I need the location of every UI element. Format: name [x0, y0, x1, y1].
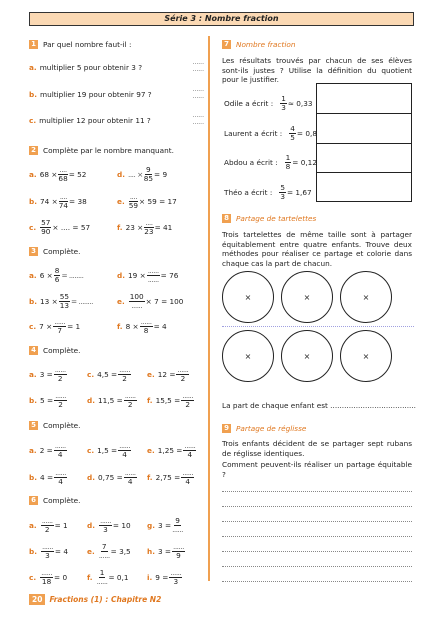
exercise-2-item-c: c. $\frac{57}{90}$ × .... = 57	[29, 218, 91, 236]
tart-circle[interactable]: ×	[222, 330, 274, 382]
exercise-2-item-a: a. 68 × $\frac{....}{68}$ = 52	[29, 165, 87, 183]
exercise-number: 1	[29, 40, 38, 49]
exercise-2-item-f: f. 23 × $\frac{....}{23}$ = 41	[117, 218, 173, 236]
exercise-5-item: e. 1,25 = $\frac{......}{4}$	[147, 441, 196, 459]
exercise-4-item: f. 15,5 = $\frac{......}{2}$	[147, 391, 194, 409]
item-label: b.	[29, 90, 37, 99]
exercise-6-item: e. $\frac{7}{......}$ = 3,5	[87, 542, 131, 560]
exercise-6-heading	[29, 496, 81, 505]
exercise-title: Par quel nombre faut-il :	[43, 40, 132, 49]
item-text: multiplier 12 pour obtenir 11 ?	[39, 116, 151, 125]
tart-circle[interactable]: ×	[281, 330, 333, 382]
exercise-7-heading	[222, 40, 296, 49]
exercise-4-item: d. 11,5 = $\frac{......}{2}$	[87, 391, 136, 409]
exercise-5-heading	[29, 421, 81, 430]
exercise-5-item: b. 4 = $\frac{......}{4}$	[29, 468, 66, 486]
exercise-number: 2	[29, 146, 38, 155]
exercise-number: 3	[29, 247, 38, 256]
exercise-8-text: Trois tartelettes de même taille sont à partager équitablement entre quatre enfants. Trouve deux méthodes pour réaliser ce partage et colorie dans chaque cas la part de chacun.	[222, 230, 412, 268]
chapter-label: Fractions (1) : Chapitre N2	[49, 595, 162, 604]
exercise-3-item-c: c. 7 × $\frac{......}{7}$ = 1	[29, 317, 81, 335]
exercise-9-question: Comment peuvent-ils réaliser un partage équitable ?	[222, 460, 412, 479]
exercise-3-item-e: e. $\frac{100}{......}$ × 7 = 100	[117, 292, 184, 310]
exercise-2-item-e: e. $\frac{....}{59}$ × 59 = 17	[117, 192, 177, 210]
exercise-4-heading	[29, 346, 81, 355]
exercise-3-item-f: f. 8 × $\frac{......}{8}$ = 4	[117, 317, 167, 335]
exercise-4-item: c. 4,5 = $\frac{......}{2}$	[87, 365, 131, 383]
student-row: Abdou a écrit : $\frac{1}{8}$ = 0,12	[224, 153, 317, 171]
exercise-title: Complète par le nombre manquant.	[43, 146, 174, 155]
exercise-2-heading	[29, 146, 174, 155]
exercise-2-item-b: b. 74 × $\frac{....}{74}$ = 38	[29, 192, 87, 210]
item-text: multiplier 19 pour obtenir 97 ?	[40, 90, 152, 99]
exercise-6-item: h. 3 = $\frac{......}{9}$	[147, 542, 184, 560]
answer-line[interactable]	[222, 551, 412, 552]
exercise-number: 6	[29, 496, 38, 505]
page-footer	[29, 594, 161, 605]
exercise-5-item: c. 1,5 = $\frac{......}{4}$	[87, 441, 131, 459]
exercise-8-answer[interactable]: La part de chaque enfant est .....................................	[222, 401, 417, 410]
answer-blank[interactable]: ...... ......	[192, 112, 204, 126]
student-row: Laurent a écrit : $\frac{4}{5}$ = 0,8	[224, 124, 317, 142]
exercise-5-item: a. 2 = $\frac{......}{4}$	[29, 441, 66, 459]
exercise-title: Complète.	[43, 421, 81, 430]
tart-circle[interactable]: ×	[281, 271, 333, 323]
exercise-8-heading	[222, 214, 316, 223]
tart-circle[interactable]: ×	[222, 271, 274, 323]
answer-line[interactable]	[222, 491, 412, 492]
exercise-7-text: Les résultats trouvés par chacun de ses élèves sont-ils justes ? Utilise la définition du quotient pour le justifier.	[222, 56, 412, 85]
exercise-3-item-a: a. 6 × $\frac{8}{6}$ = ........	[29, 266, 84, 284]
answer-grid[interactable]	[316, 83, 412, 202]
series-title-banner: Série 3 : Nombre fraction	[29, 12, 414, 26]
tart-circle[interactable]: ×	[340, 330, 392, 382]
exercise-5-item: d. 0,75 = $\frac{......}{4}$	[87, 468, 136, 486]
exercise-title: Complète.	[43, 496, 81, 505]
answer-line[interactable]	[222, 581, 412, 582]
exercise-6-item: b. $\frac{......}{3}$ = 4	[29, 542, 68, 560]
exercise-6-item: i. 9 = $\frac{......}{3}$	[147, 568, 182, 586]
exercise-title: Partage de tartelettes	[236, 214, 317, 223]
exercise-3-item-b: b. 13 × $\frac{55}{13}$ = ........	[29, 292, 94, 310]
exercise-6-item: f. $\frac{1}{......}$ = 0,1	[87, 568, 129, 586]
exercise-title: Partage de réglisse	[236, 424, 307, 433]
exercise-1-item-a	[29, 63, 142, 72]
exercise-number: 8	[222, 214, 231, 223]
exercise-6-item: c. $\frac{......}{18}$ = 0	[29, 568, 68, 586]
item-label: c.	[29, 116, 37, 125]
exercise-title: Complète.	[43, 346, 81, 355]
item-label: a.	[29, 63, 37, 72]
exercise-3-item-d: d. 19 × $\frac{......}{......}$ = 76	[117, 266, 179, 284]
exercise-6-item: g. 3 = $\frac{9}{......}$	[147, 516, 183, 534]
exercise-2-item-d: d. .... × $\frac{9}{85}$ = 9	[117, 165, 168, 183]
tart-circle[interactable]: ×	[340, 271, 392, 323]
answer-line[interactable]	[222, 506, 412, 507]
student-row: Odile a écrit : $\frac{1}{3}$ ≈ 0,33	[224, 94, 313, 112]
exercise-3-heading	[29, 247, 81, 256]
exercise-1-item-c	[29, 116, 151, 125]
exercise-1-heading	[29, 40, 131, 49]
page-number: 20	[29, 594, 45, 605]
item-text: multiplier 5 pour obtenir 3 ?	[39, 63, 143, 72]
exercise-number: 4	[29, 346, 38, 355]
exercise-6-item: a. $\frac{......}{2}$ = 1	[29, 516, 68, 534]
exercise-number: 5	[29, 421, 38, 430]
student-row: Théo a écrit : $\frac{5}{3}$ = 1,67	[224, 183, 312, 201]
exercise-4-item: a. 3 = $\frac{......}{2}$	[29, 365, 66, 383]
exercise-title: Nombre fraction	[236, 40, 296, 49]
exercise-9-text: Trois enfants décident de se partager sept rubans de réglisse identiques.	[222, 439, 412, 458]
exercise-4-item: b. 5 = $\frac{......}{2}$	[29, 391, 66, 409]
exercise-5-item: f. 2,75 = $\frac{......}{4}$	[147, 468, 194, 486]
exercise-number: 9	[222, 424, 231, 433]
separator-line	[222, 326, 414, 327]
column-divider	[208, 36, 210, 581]
answer-line[interactable]	[222, 521, 412, 522]
exercise-6-item: d. $\frac{......}{3}$ = 10	[87, 516, 131, 534]
answer-blank[interactable]: ...... ......	[192, 59, 204, 73]
answer-blank[interactable]: ...... ......	[192, 86, 204, 100]
exercise-1-item-b	[29, 90, 152, 99]
answer-line[interactable]	[222, 566, 412, 567]
exercise-9-heading	[222, 424, 306, 433]
answer-line[interactable]	[222, 536, 412, 537]
exercise-title: Complète.	[43, 247, 81, 256]
exercise-4-item: e. 12 = $\frac{......}{2}$	[147, 365, 189, 383]
exercise-number: 7	[222, 40, 231, 49]
